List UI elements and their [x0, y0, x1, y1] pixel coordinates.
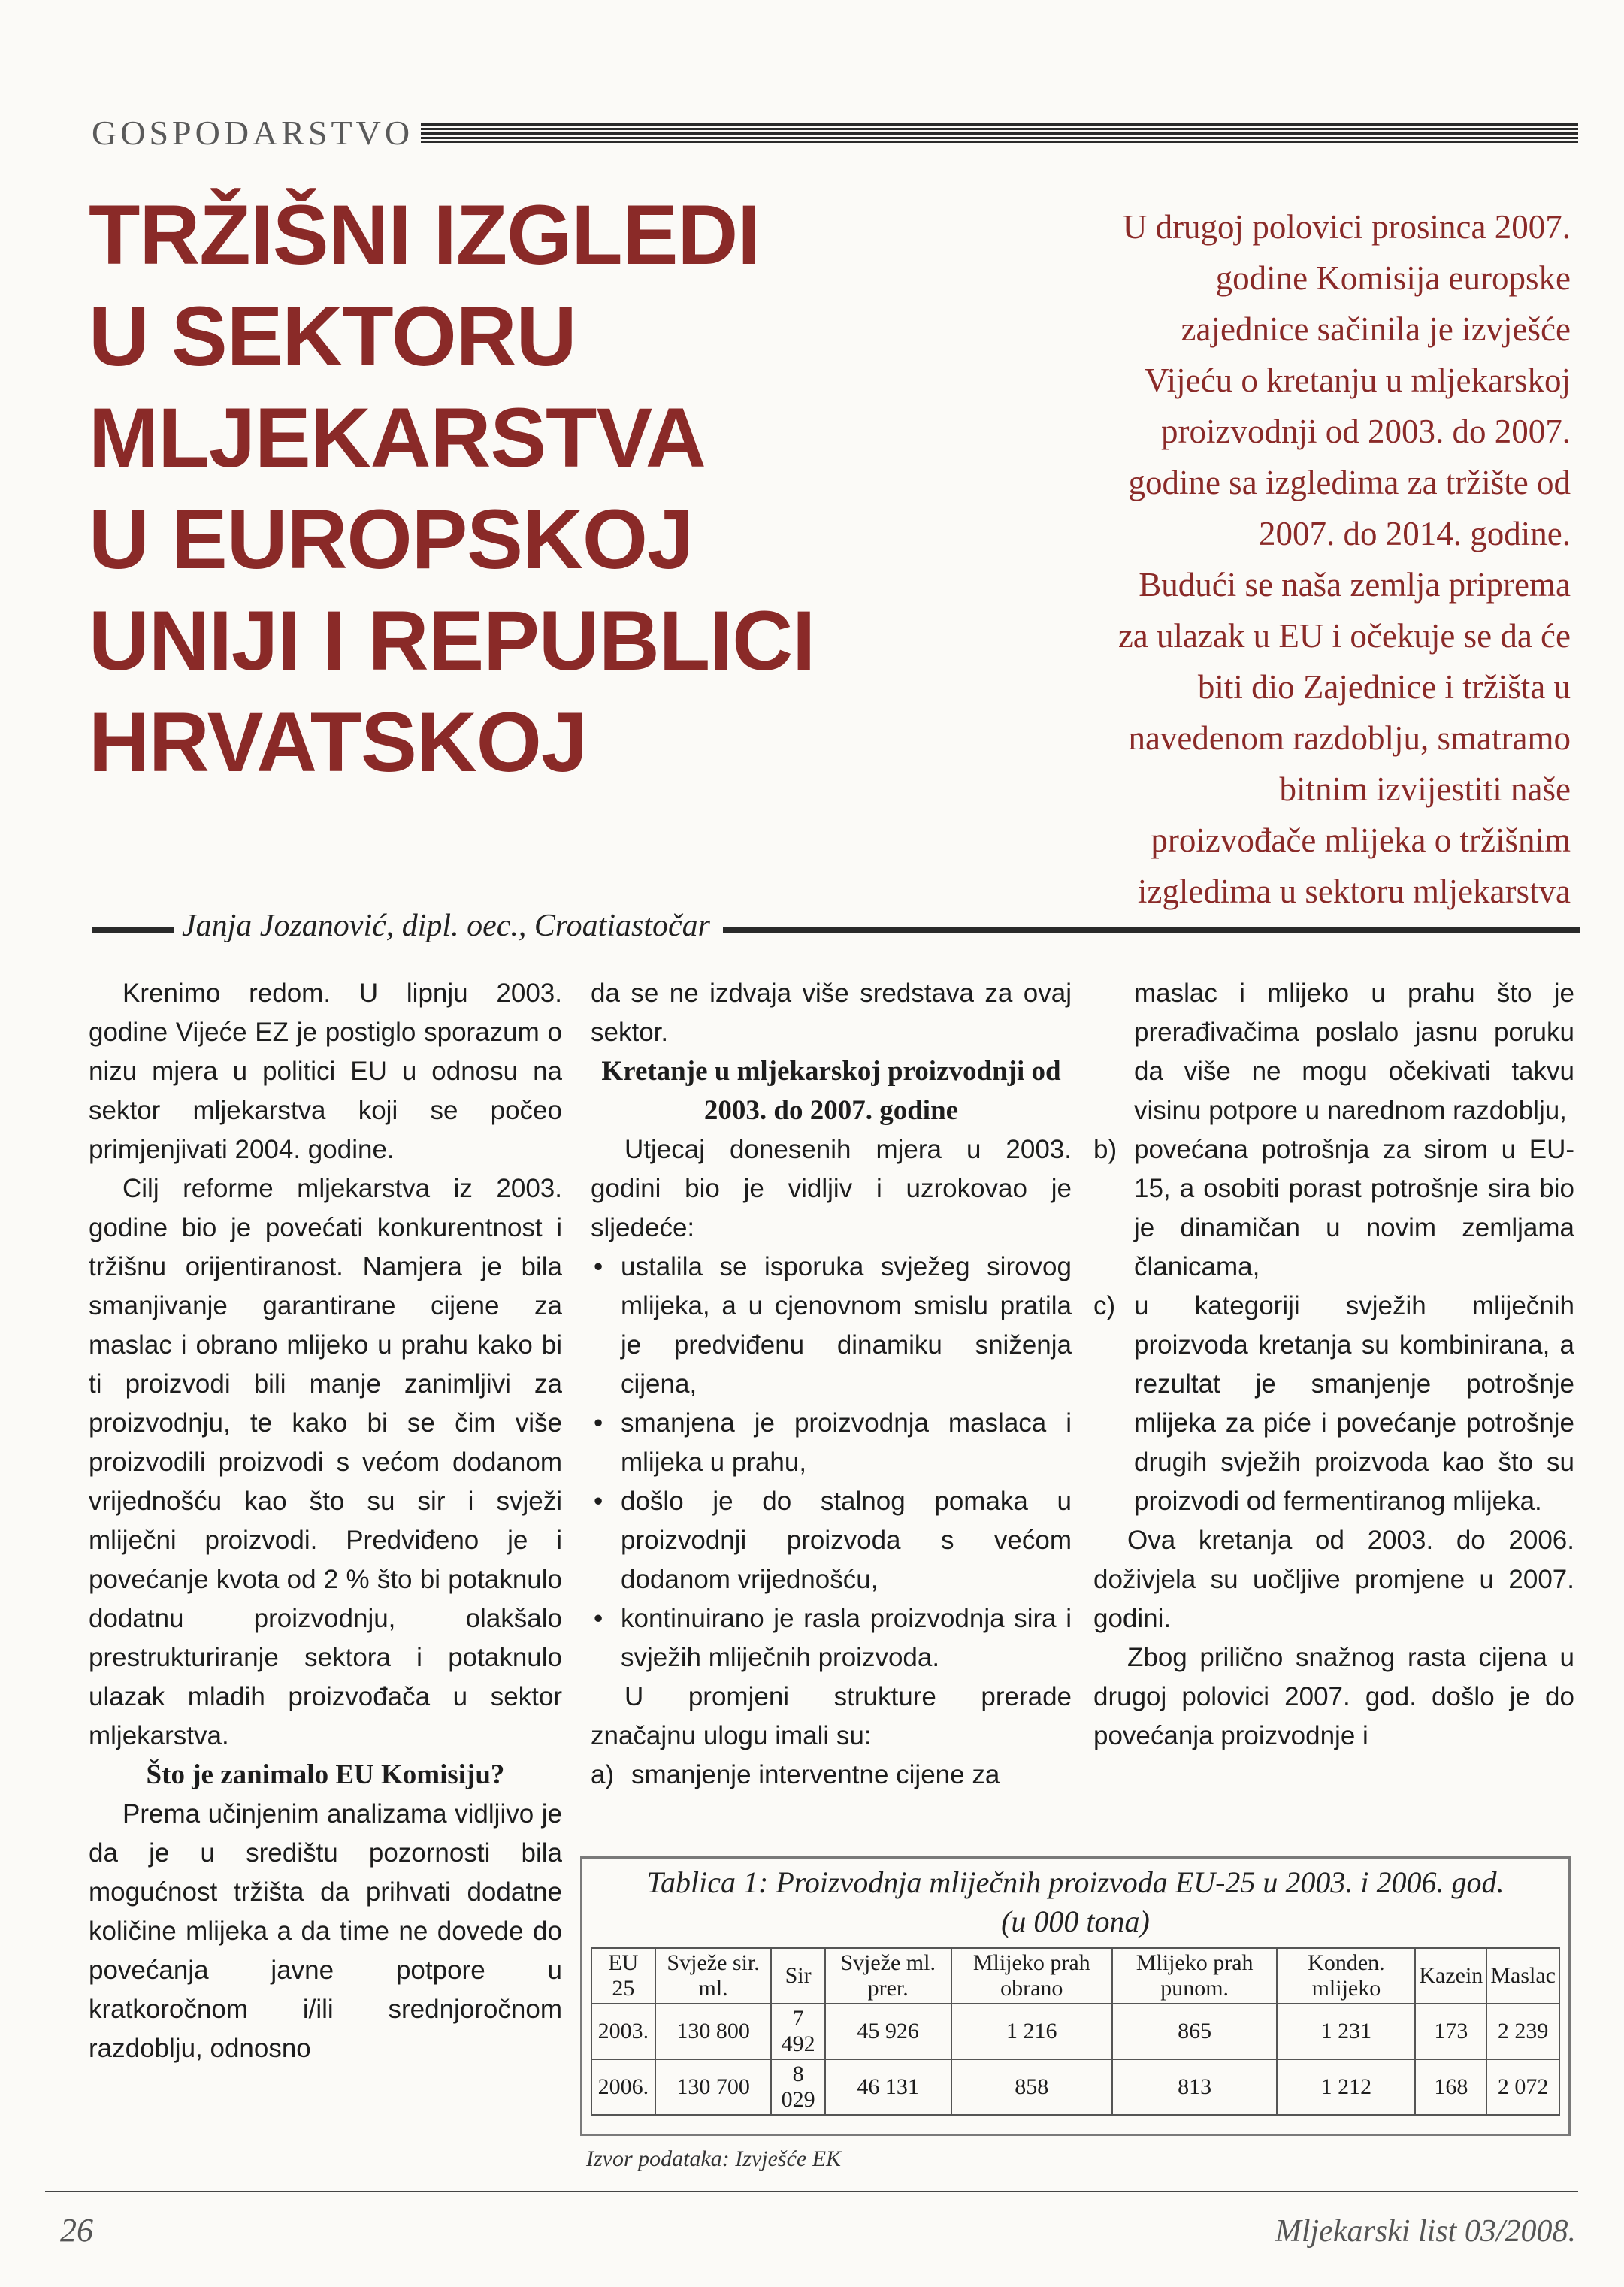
- paragraph: Ova kretanja od 2003. do 2006. doživjela su uočljive promjene u 2007. godini.: [1093, 1526, 1574, 1633]
- table-cell: 8 029: [771, 2059, 824, 2115]
- table-cell: 173: [1415, 2004, 1486, 2059]
- lead-line: za ulazak u EU i očekuje se da će: [1117, 617, 1571, 655]
- list-text: smanjenje interventne cijene za: [631, 1760, 1000, 1789]
- table-cell: 7 492: [771, 2004, 824, 2059]
- paragraph: maslac i mlijeko u prahu što je prerađivačima poslalo jasnu poruku da više ne mogu očekivati takvu visinu potpore u narednom razdoblju,: [1134, 979, 1574, 1125]
- lead-line: proizvođače mlijeka o tržišnim: [1151, 821, 1571, 859]
- article-lead: [1022, 201, 1571, 917]
- paragraph: da se ne izdvaja više sredstava za ovaj sektor.: [591, 979, 1072, 1047]
- column-header: EU 25: [591, 1948, 655, 2004]
- table-cell: 1 212: [1277, 2059, 1415, 2115]
- title-line: UNIJI I REPUBLICI: [89, 594, 815, 688]
- list-item: [591, 1756, 1072, 1795]
- production-table: [591, 1947, 1560, 2116]
- column-header: Maslac: [1486, 1948, 1559, 2004]
- list-item: • ustalila se isporuka svježeg sirovog mlijeka, a u cjenovnom smislu pratila je predviđenu dinamiku sniženja cijena,: [591, 1248, 1072, 1404]
- lead-line: Budući se naša zemlja priprema: [1139, 566, 1571, 604]
- subheading: Kretanje u mljekarskoj proizvodnji od 2003. do 2007. godine: [601, 1056, 1061, 1126]
- section-label: GOSPODARSTVO: [92, 113, 414, 152]
- body-column-3: [1093, 974, 1574, 1756]
- lead-line: godine Komisija europske: [1215, 259, 1571, 297]
- list-item: • kontinuirano je rasla proizvodnja sira i svježih mliječnih proizvoda.: [591, 1599, 1072, 1677]
- list-item: [1093, 1287, 1574, 1521]
- table-cell: 813: [1112, 2059, 1278, 2115]
- list-label: b): [1093, 1135, 1117, 1164]
- magazine-issue: Mljekarski list 03/2008.: [1275, 2214, 1576, 2249]
- list-item: • smanjena je proizvodnja maslaca i mlijeka u prahu,: [591, 1404, 1072, 1482]
- title-line: U SEKTORU: [89, 289, 576, 383]
- table-cell: 2 072: [1486, 2059, 1559, 2115]
- paragraph: Krenimo redom. U lipnju 2003. godine Vijeće EZ je postiglo sporazum o nizu mjera u politici EU u odnosu na sektor mljekarstva koji se počeo primjenjivati 2004. godine.: [89, 979, 562, 1164]
- column-header: Konden. mlijeko: [1277, 1948, 1415, 2004]
- body-column-2: [591, 974, 1072, 1795]
- lead-line: bitnim izvijestiti naše: [1279, 770, 1571, 808]
- table-cell: 46 131: [825, 2059, 951, 2115]
- page-number: 26: [60, 2212, 93, 2249]
- table-cell: 2 239: [1486, 2004, 1559, 2059]
- lettered-list: [1093, 1130, 1574, 1521]
- list-label: a): [591, 1760, 615, 1789]
- paragraph: Zbog prilično snažnog rasta cijena u drugoj polovici 2007. god. došlo je do povećanja proizvodnje i: [1093, 1643, 1574, 1750]
- title-line: TRŽIŠNI IZGLEDI: [89, 188, 761, 282]
- title-line: HRVATSKOJ: [89, 695, 588, 789]
- table-cell: 130 700: [655, 2059, 772, 2115]
- list-item: [1093, 1130, 1574, 1287]
- column-header: Svježe ml. prer.: [825, 1948, 951, 2004]
- title-line: U EUROPSKOJ: [89, 492, 694, 586]
- author-rule-right: [723, 927, 1580, 933]
- table-cell: 1 216: [951, 2004, 1112, 2059]
- table-cell: 858: [951, 2059, 1112, 2115]
- table-cell: 168: [1415, 2059, 1486, 2115]
- table-caption-line: (u 000 tona): [1001, 1904, 1150, 1938]
- lead-line: biti dio Zajednice i tržišta u: [1197, 668, 1571, 706]
- table-caption: [597, 1863, 1553, 1941]
- lead-line: godine sa izgledima za tržište od: [1128, 464, 1571, 501]
- paragraph: Cilj reforme mljekarstva iz 2003. godine bio je povećati konkurentnost i tržišnu orijentiranost. Namjera je bila smanjivanje garantirane cijene za maslac i obrano mlijeko u prahu kako bi ti proizvodi bili manje zanimljivi za proizvodnju, te kako bi se čim više proizvodili proizvodi s većom dodanom vrijednošću kao što su sir i svježi mliječni proizvodi. Predviđeno je i povećanje kvota od 2 % što bi potaknulo dodatnu proizvodnju, olakšalo prestrukturiranje sektora i potaknulo ulazak mladih proizvođača u sektor mljekarstva.: [89, 1174, 562, 1750]
- paragraph: Utjecaj donesenih mjera u 2003. godini bio je vidljiv i uzrokovao je sljedeće:: [591, 1135, 1072, 1242]
- title-line: MLJEKARSTVA: [89, 391, 706, 485]
- list-item: • došlo je do stalnog pomaka u proizvodnji proizvoda s većom dodanom vrijednošću,: [591, 1482, 1072, 1599]
- table-cell: 2006.: [591, 2059, 655, 2115]
- table-cell: 45 926: [825, 2004, 951, 2059]
- column-header: Sir: [771, 1948, 824, 2004]
- list-label: c): [1093, 1291, 1116, 1320]
- table-header-row: [591, 1948, 1559, 2004]
- paragraph: Prema učinjenim analizama vidljivo je da je u središtu pozornosti bila mogućnost tržišta da prihvati dodatne količine mlijeka a da time ne dovede do povećanja javne potpore u kratkoročnom i/ili srednjoročnom razdoblju, odnosno: [89, 1799, 562, 2063]
- column-header: Mlijeko prah punom.: [1112, 1948, 1278, 2004]
- bullet-list: [591, 1248, 1072, 1677]
- author-byline: Janja Jozanović, dipl. oec., Croatiastočar: [182, 909, 711, 943]
- lead-line: proizvodnji od 2003. do 2007.: [1161, 413, 1571, 450]
- header-rule: [421, 123, 1578, 143]
- lead-line: U drugoj polovici prosinca 2007.: [1122, 208, 1571, 246]
- article-title: [89, 184, 1036, 793]
- paragraph: U promjeni strukture prerade značajnu ulogu imali su:: [591, 1682, 1072, 1750]
- table-source: Izvor podataka: Izvješće EK: [586, 2146, 842, 2171]
- list-text: povećana potrošnja za sirom u EU-15, a osobiti porast potrošnje sira bio je dinamičan u novim zemljama članicama,: [1134, 1135, 1574, 1281]
- table-cell: 1 231: [1277, 2004, 1415, 2059]
- table-cell: 2003.: [591, 2004, 655, 2059]
- author-rule-left: [92, 927, 174, 933]
- table-cell: 130 800: [655, 2004, 772, 2059]
- list-text: u kategoriji svježih mliječnih proizvoda kretanja su kombinirana, a rezultat je smanjenje potrošnje mlijeka za piće i povećanje potrošnje drugih svježih proizvoda kao što su proizvodi od fermentiranog mlijeka.: [1134, 1291, 1574, 1516]
- table-cell: 865: [1112, 2004, 1278, 2059]
- column-header: Kazein: [1415, 1948, 1486, 2004]
- table-row: [591, 2059, 1559, 2115]
- production-table-box: [580, 1856, 1571, 2136]
- subheading: Što je zanimalo EU Komisiju?: [146, 1759, 505, 1790]
- lettered-list: [591, 1756, 1072, 1795]
- footer-rule: [45, 2191, 1578, 2192]
- body-column-1: [89, 974, 562, 2068]
- column-header: Svježe sir. ml.: [655, 1948, 772, 2004]
- lead-line: zajednice sačinila je izvješće: [1181, 310, 1571, 348]
- table-caption-line: Tablica 1: Proizvodnja mliječnih proizvoda EU-25 u 2003. i 2006. god.: [646, 1865, 1505, 1899]
- lead-line: izgledima u sektoru mljekarstva: [1137, 873, 1571, 910]
- lead-line: 2007. do 2014. godine.: [1259, 515, 1571, 552]
- lead-line: navedenom razdoblju, smatramo: [1128, 719, 1571, 757]
- table-row: [591, 2004, 1559, 2059]
- column-header: Mlijeko prah obrano: [951, 1948, 1112, 2004]
- lead-line: Vijeću o kretanju u mljekarskoj: [1144, 362, 1571, 399]
